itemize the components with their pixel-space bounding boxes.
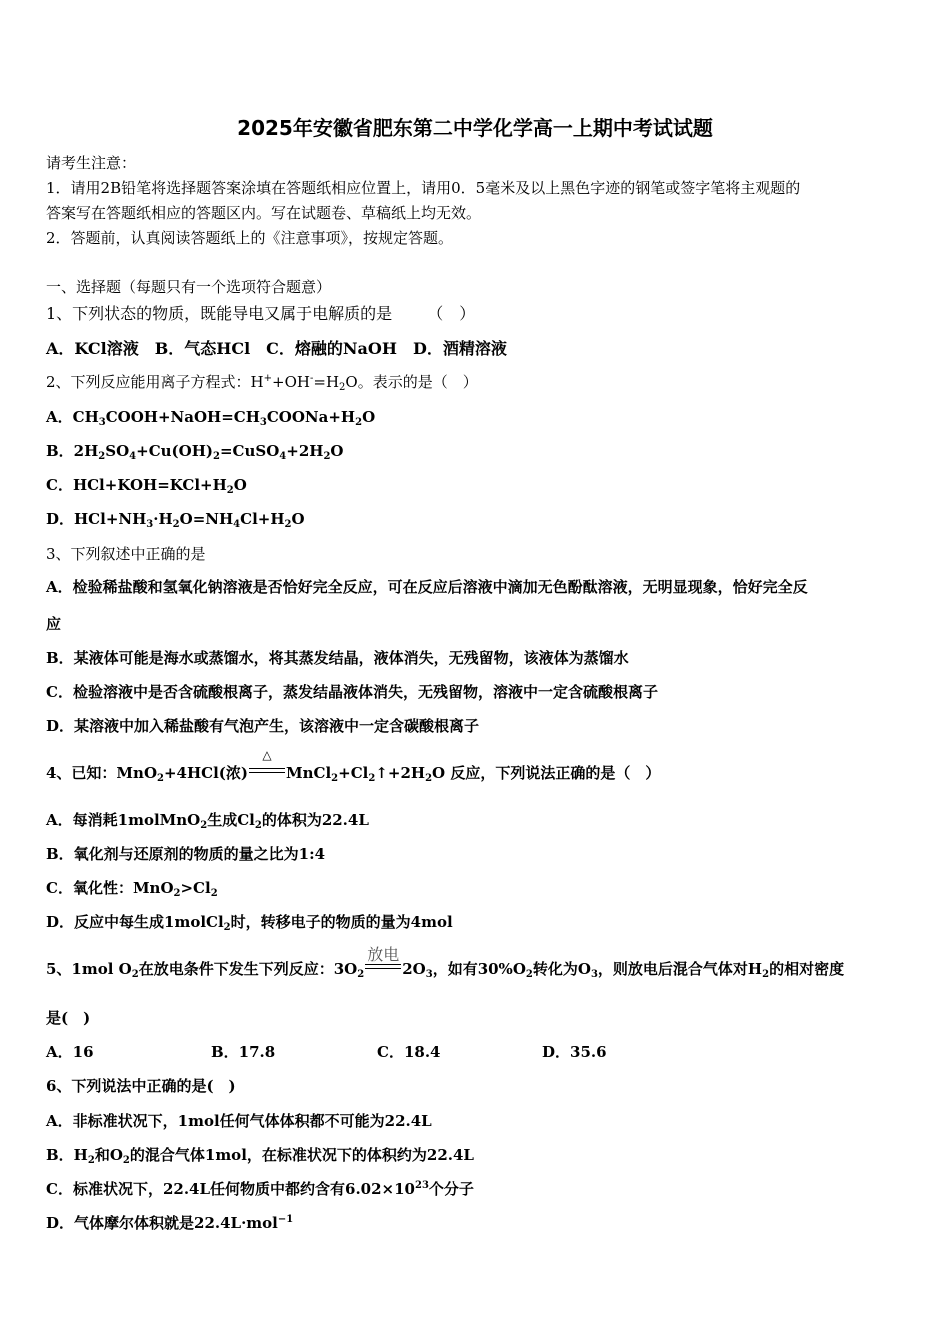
notice-line-1a: 1．请用2B铅笔将选择题答案涂填在答题纸相应位置上，请用0．5毫米及以上黑色字迹的钢笔或签字笔将主观题的	[46, 179, 801, 197]
question-2-option-c: C．$HCl+KOH=KCl+H_2O$	[46, 476, 247, 496]
question-2-text-d: O。表示的是（ ）	[345, 373, 478, 391]
question-6-option-c: C．标准状况下，22.4L任何物质中都约含有$6.02\times 10^{23}$个分子	[46, 1180, 474, 1198]
question-4-option-c: C．氧化性：$MnO_2>Cl_2$	[46, 879, 218, 899]
question-2-option-d: D．$HCl+NH_3\cdot H_2O=NH_4Cl+H_2O$	[46, 510, 305, 530]
subscript-2: 2	[339, 382, 346, 393]
heat-symbol: △	[262, 748, 272, 762]
question-2-stem	[46, 371, 478, 393]
question-5-stem	[46, 945, 845, 980]
discharge-arrow-icon	[365, 945, 401, 974]
question-4-text-b: $MnCl_2+Cl_2↑+2H_2O$ 反应，下列说法正确的是（ ）	[286, 764, 661, 784]
section-heading: 一、选择题（每题只有一个选项符合题意）	[46, 278, 332, 296]
question-5-option-a: A．16	[46, 1043, 94, 1061]
page-title: 2025年安徽省肥东第二中学化学高一上期中考试试题	[237, 116, 713, 140]
question-5-option-b: B．17.8	[211, 1043, 276, 1061]
notice-line-1b: 答案写在答题纸相应的答题区内。写在试题卷、草稿纸上均无效。	[46, 204, 482, 222]
question-4-text-a: 4、已知：MnO$_2$+4HCl(浓)	[46, 764, 248, 784]
question-6-option-a: A．非标准状况下，1mol任何气体体积都不可能为22.4L	[46, 1112, 432, 1130]
superscript-plus: +	[263, 373, 273, 384]
question-3-option-d: D．某溶液中加入稀盐酸有气泡产生，该溶液中一定含碳酸根离子	[46, 717, 480, 735]
question-3-stem: 3、下列叙述中正确的是	[46, 545, 206, 563]
question-4-option-d: D．反应中每生成1molCl$_2$时，转移电子的物质的量为4mol	[46, 913, 453, 933]
question-2-option-b: B．$2H_2SO_4+Cu(OH)_2=CuSO_4+2H_2O$	[46, 442, 344, 462]
question-6-option-b: B．$H_2$和$O_2$的混合气体1mol，在标准状况下的体积约为22.4L	[46, 1146, 474, 1166]
question-1-options: A．KCl溶液 B．气态HCl C．熔融的NaOH D．酒精溶液	[46, 339, 507, 358]
notice-heading: 请考生注意：	[46, 154, 137, 172]
question-6-stem: 6、下列说法中正确的是( )	[46, 1077, 236, 1095]
discharge-label: 放电	[367, 945, 400, 964]
superscript-minus: -	[309, 373, 314, 384]
question-5-text-a: 5、1mol $O_2$在放电条件下发生下列反应：$3O_2$	[46, 960, 365, 980]
question-4-option-b: B．氧化剂与还原剂的物质的量之比为1:4	[46, 845, 326, 863]
question-4-stem	[46, 748, 661, 784]
question-5-option-d: D．35.6	[542, 1043, 607, 1061]
question-4-option-a: A．每消耗1molMnO$_2$生成$Cl_2$的体积为22.4L	[46, 811, 369, 831]
question-3-option-c: C．检验溶液中是否含硫酸根离子，蒸发结晶液体消失，无残留物，溶液中一定含硫酸根离子	[46, 683, 658, 701]
question-5-option-c: C．18.4	[377, 1043, 441, 1061]
question-3-option-b: B．某液体可能是海水或蒸馏水，将其蒸发结晶，液体消失，无残留物，该液体为蒸馏水	[46, 649, 629, 667]
question-3-option-a-line1: A．检验稀盐酸和氢氧化钠溶液是否恰好完全反应，可在反应后溶液中滴加无色酚酞溶液，无明显现象，恰好完全反	[46, 578, 808, 596]
question-5-stem-cont: 是( )	[46, 1009, 91, 1027]
question-3-option-a-line2: 应	[46, 615, 62, 633]
question-2-option-a: A．$CH_3COOH+NaOH=CH_3COONa+H_2O$	[46, 408, 376, 428]
notice-line-2: 2．答题前，认真阅读答题纸上的《注意事项》，按规定答题。	[46, 229, 454, 247]
question-6-option-d: D．气体摩尔体积就是22.4L·mol$^{-1}$	[46, 1214, 294, 1232]
question-2-text-c: =H	[313, 373, 340, 391]
question-1-blank: （ ）	[427, 304, 476, 323]
question-1-text: 1、下列状态的物质，既能导电又属于电解质的是	[46, 304, 393, 323]
question-2-text-b: +OH	[272, 373, 310, 391]
question-1-stem	[46, 301, 475, 324]
heat-arrow-icon	[249, 748, 285, 778]
question-2-text-a: 2、下列反应能用离子方程式：H	[46, 373, 264, 391]
question-5-text-b: $2O_3$，如有$30\%O_2$转化为$O_3$，则放电后混合气体对$H_2$的相对密度	[402, 960, 845, 980]
